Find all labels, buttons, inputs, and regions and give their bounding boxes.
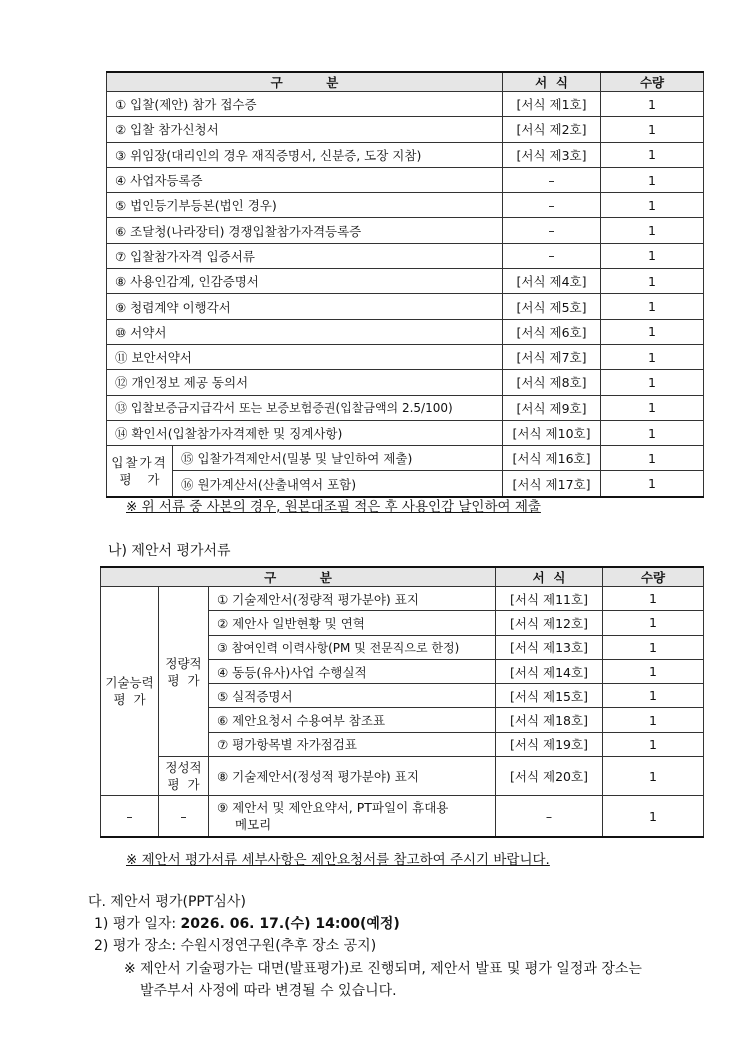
proposal-evaluation-table <box>100 566 704 838</box>
table-row <box>107 218 704 243</box>
doc-qty: 1 <box>603 587 704 611</box>
table-row <box>107 294 704 319</box>
table-row <box>107 446 704 471</box>
doc-form: – <box>503 167 601 192</box>
doc-form: [서식 제15호] <box>496 684 603 708</box>
doc-form: [서식 제14호] <box>496 659 603 683</box>
doc-qty: 1 <box>601 294 704 319</box>
section-da-note-line1: ※ 제안서 기술평가는 대면(발표평가)로 진행되며, 제안서 발표 및 평가 일정과 장소는 <box>124 961 642 977</box>
doc-name-line2: 메모리 <box>235 817 272 833</box>
doc-name: ③ 참여인력 이력사항(PM 및 전문직으로 한정) <box>209 635 496 659</box>
doc-form: [서식 제17호] <box>503 471 601 497</box>
doc-form: [서식 제8호] <box>503 370 601 395</box>
doc-name: ⑦ 입찰참가자격 입증서류 <box>107 243 503 268</box>
doc-form: [서식 제11호] <box>496 587 603 611</box>
doc-qty: 1 <box>601 370 704 395</box>
doc-qty: 1 <box>603 757 704 796</box>
doc-form: [서식 제16호] <box>503 446 601 471</box>
last-row-col1: – <box>101 796 159 838</box>
doc-form: – <box>503 193 601 218</box>
doc-name: ⑤ 법인등기부등본(법인 경우) <box>107 193 503 218</box>
table-row <box>101 796 704 838</box>
qual-group-line2: 평 가 <box>167 777 200 793</box>
doc-form: [서식 제13호] <box>496 635 603 659</box>
tech-evaluation-group-label <box>101 587 159 796</box>
table-header-row <box>101 567 704 587</box>
doc-qty: 1 <box>601 142 704 167</box>
doc-qty: 1 <box>601 218 704 243</box>
doc-qty: 1 <box>601 269 704 294</box>
header-category: 구 분 <box>101 567 496 587</box>
evaluation-date <box>94 913 400 933</box>
price-group-line1: 입찰가격 <box>111 454 168 470</box>
doc-qty: 1 <box>601 117 704 142</box>
qual-group-line1: 정성적 <box>165 760 202 776</box>
table2-note: ※ 제안서 평가서류 세부사항은 제안요청서를 참고하여 주시기 바랍니다. <box>126 852 550 868</box>
doc-qty: 1 <box>603 684 704 708</box>
doc-form: [서식 제1호] <box>503 92 601 117</box>
doc-form: [서식 제6호] <box>503 319 601 344</box>
doc-qty: 1 <box>603 796 704 838</box>
evaluation-date-value: 2026. 06. 17.(수) 14:00(예정) <box>180 916 400 932</box>
table1-note: ※ 위 서류 중 사본의 경우, 원본대조필 적은 후 사용인감 날인하여 제출 <box>126 499 541 515</box>
doc-form: – <box>503 218 601 243</box>
doc-form: [서식 제19호] <box>496 732 603 756</box>
doc-form: [서식 제9호] <box>503 395 601 420</box>
doc-qty: 1 <box>603 635 704 659</box>
last-row-col2: – <box>159 796 209 838</box>
table-row <box>107 167 704 192</box>
table-row <box>107 395 704 420</box>
table-row <box>107 471 704 497</box>
doc-name: ④ 사업자등록증 <box>107 167 503 192</box>
doc-form: [서식 제5호] <box>503 294 601 319</box>
doc-form: [서식 제7호] <box>503 344 601 369</box>
doc-qty: 1 <box>601 243 704 268</box>
table-header-row <box>107 72 704 92</box>
doc-form: [서식 제18호] <box>496 708 603 732</box>
quant-group-line2: 평 가 <box>167 672 200 688</box>
doc-name: ② 입찰 참가신청서 <box>107 117 503 142</box>
doc-name: ⑫ 개인정보 제공 동의서 <box>107 370 503 395</box>
doc-form: [서식 제12호] <box>496 611 603 635</box>
doc-name: ⑥ 조달청(나라장터) 경쟁입찰참가자격등록증 <box>107 218 503 243</box>
doc-qty: 1 <box>601 319 704 344</box>
doc-name: ⑥ 제안요청서 수용여부 참조표 <box>209 708 496 732</box>
doc-form: [서식 제10호] <box>503 420 601 445</box>
doc-name: ⑨ 청렴계약 이행각서 <box>107 294 503 319</box>
doc-form: – <box>503 243 601 268</box>
price-evaluation-group-label <box>107 446 173 497</box>
doc-qty: 1 <box>603 611 704 635</box>
table-row <box>107 142 704 167</box>
doc-name: ① 기술제안서(정량적 평가분야) 표지 <box>209 587 496 611</box>
evaluation-date-label: 1) 평가 일자: <box>94 916 181 932</box>
table-row <box>107 243 704 268</box>
doc-form: [서식 제20호] <box>496 757 603 796</box>
section-da-note-line2: 발주부서 사정에 따라 변경될 수 있습니다. <box>140 983 397 999</box>
header-category: 구 분 <box>107 72 503 92</box>
evaluation-place: 2) 평가 장소: 수원시정연구원(추후 장소 공지) <box>94 938 377 954</box>
submission-documents-table <box>106 71 704 498</box>
doc-qty: 1 <box>601 167 704 192</box>
table-row <box>107 420 704 445</box>
quant-group-line1: 정량적 <box>165 655 202 671</box>
header-qty: 수량 <box>601 72 704 92</box>
doc-name: ③ 위임장(대리인의 경우 재직증명서, 신분증, 도장 지참) <box>107 142 503 167</box>
table-row <box>107 193 704 218</box>
doc-name: ⑯ 원가계산서(산출내역서 포함) <box>173 471 503 497</box>
section-na-title: 나) 제안서 평가서류 <box>108 543 231 559</box>
doc-form: [서식 제3호] <box>503 142 601 167</box>
doc-qty: 1 <box>601 471 704 497</box>
doc-name: ① 입찰(제안) 참가 접수증 <box>107 92 503 117</box>
header-form: 서 식 <box>496 567 603 587</box>
doc-qty: 1 <box>601 92 704 117</box>
tech-group-line1: 기술능력 <box>105 675 154 691</box>
doc-qty: 1 <box>601 395 704 420</box>
doc-name: ⑭ 확인서(입찰참가자격제한 및 징계사항) <box>107 420 503 445</box>
table-row <box>107 117 704 142</box>
table-row <box>101 587 704 611</box>
doc-name-line1: ⑨ 제안서 및 제안요약서, PT파일이 휴대용 <box>217 800 449 816</box>
qual-evaluation-group-label <box>159 757 209 796</box>
table-row <box>101 757 704 796</box>
doc-name <box>209 796 496 838</box>
header-form: 서 식 <box>503 72 601 92</box>
doc-name: ⑧ 기술제안서(정성적 평가분야) 표지 <box>209 757 496 796</box>
table-row <box>107 92 704 117</box>
doc-qty: 1 <box>603 708 704 732</box>
doc-qty: 1 <box>603 732 704 756</box>
doc-qty: 1 <box>601 446 704 471</box>
section-da-title: 다. 제안서 평가(PPT심사) <box>88 894 246 910</box>
doc-name: ⑧ 사용인감계, 인감증명서 <box>107 269 503 294</box>
doc-qty: 1 <box>603 659 704 683</box>
table-row <box>107 319 704 344</box>
doc-name: ⑤ 실적증명서 <box>209 684 496 708</box>
doc-name: ⑪ 보안서약서 <box>107 344 503 369</box>
doc-qty: 1 <box>601 193 704 218</box>
doc-name: ⑦ 평가항목별 자가점검표 <box>209 732 496 756</box>
doc-name: ⑩ 서약서 <box>107 319 503 344</box>
table-row <box>107 344 704 369</box>
doc-qty: 1 <box>601 420 704 445</box>
doc-form: [서식 제4호] <box>503 269 601 294</box>
header-qty: 수량 <box>603 567 704 587</box>
doc-form: [서식 제2호] <box>503 117 601 142</box>
price-group-line2: 평 가 <box>119 471 160 487</box>
doc-name: ⑮ 입찰가격제안서(밀봉 및 날인하여 제출) <box>173 446 503 471</box>
table-row <box>107 269 704 294</box>
doc-name: ④ 동등(유사)사업 수행실적 <box>209 659 496 683</box>
quant-evaluation-group-label <box>159 587 209 757</box>
doc-name: ⑬ 입찰보증금지급각서 또는 보증보험증권(입찰금액의 2.5/100) <box>107 395 503 420</box>
doc-name: ② 제안사 일반현황 및 연혁 <box>209 611 496 635</box>
table-row <box>107 370 704 395</box>
tech-group-line2: 평 가 <box>113 692 146 708</box>
doc-form: – <box>496 796 603 838</box>
doc-qty: 1 <box>601 344 704 369</box>
